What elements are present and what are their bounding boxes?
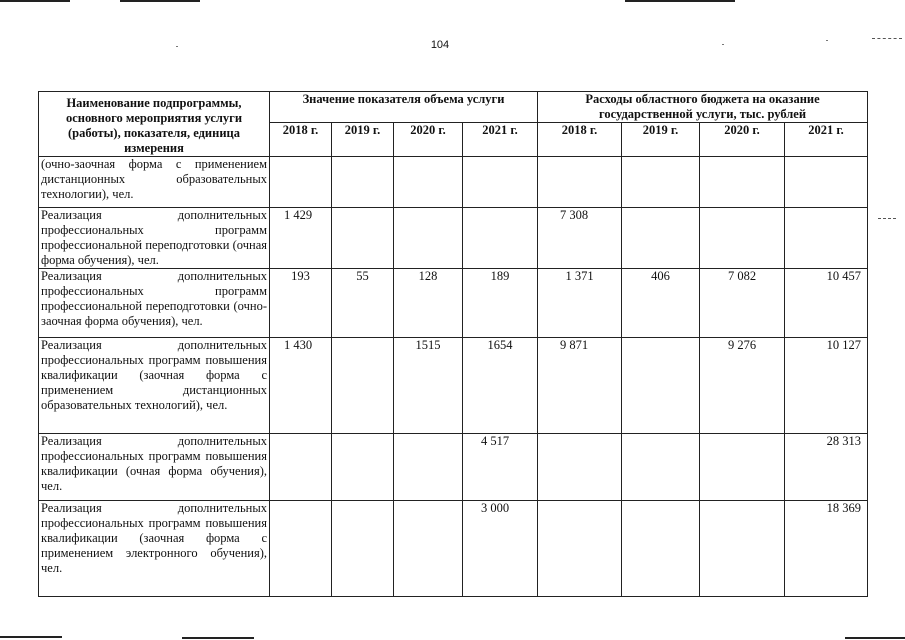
volume-2019-cell bbox=[332, 338, 394, 434]
volume-2020-cell: 1515 bbox=[394, 338, 463, 434]
volume-2020-cell bbox=[394, 501, 463, 597]
budget-2018-cell: 7 308 bbox=[538, 208, 622, 269]
scan-edge-bottom-left bbox=[0, 636, 62, 638]
volume-2021-cell: 189 bbox=[463, 269, 538, 338]
table-row bbox=[39, 338, 868, 434]
budget-2021-cell bbox=[785, 208, 868, 269]
budget-2018-cell: 1 371 bbox=[538, 269, 622, 338]
header-volume-group: Значение показателя объема услуги bbox=[270, 92, 538, 123]
scan-dash-margin bbox=[878, 218, 896, 220]
header-volume-year: 2018 г. bbox=[270, 123, 332, 157]
volume-2018-cell: 193 bbox=[270, 269, 332, 338]
budget-2019-cell bbox=[622, 501, 700, 597]
budget-2018-cell bbox=[538, 434, 622, 501]
budget-2020-cell bbox=[700, 157, 785, 208]
header-volume-year: 2021 г. bbox=[463, 123, 538, 157]
row-name-cell: Реализация дополнительных профессиональных программ повышения квалификации (очная форма обучения), чел. bbox=[39, 434, 270, 501]
volume-2021-cell: 1654 bbox=[463, 338, 538, 434]
budget-2019-cell bbox=[622, 434, 700, 501]
budget-2021-cell: 18 369 bbox=[785, 501, 868, 597]
row-name-cell: Реализация дополнительных профессиональных программ профессиональной переподготовки (очно-заочная форма обучения), чел. bbox=[39, 269, 270, 338]
budget-2019-cell bbox=[622, 338, 700, 434]
budget-2021-cell: 28 313 bbox=[785, 434, 868, 501]
row-name-cell: Реализация дополнительных профессиональных программ повышения квалификации (заочная форма с применением дистанционных образовательных технологий), чел. bbox=[39, 338, 270, 434]
volume-2021-cell: 4 517 bbox=[463, 434, 538, 501]
volume-2019-cell bbox=[332, 501, 394, 597]
budget-2020-cell bbox=[700, 501, 785, 597]
scan-dash-right bbox=[872, 38, 902, 40]
volume-2019-cell: 55 bbox=[332, 269, 394, 338]
scan-edge-top-right bbox=[625, 0, 735, 2]
volume-2019-cell bbox=[332, 157, 394, 208]
volume-2021-cell bbox=[463, 157, 538, 208]
header-name-column: Наименование подпрограммы, основного мероприятия услуги (работы), показателя, единица измерения bbox=[39, 92, 270, 157]
table-row bbox=[39, 157, 868, 208]
budget-2019-cell bbox=[622, 208, 700, 269]
budget-2020-cell: 7 082 bbox=[700, 269, 785, 338]
volume-2018-cell bbox=[270, 157, 332, 208]
volume-2019-cell bbox=[332, 434, 394, 501]
table-row bbox=[39, 269, 868, 338]
budget-2020-cell bbox=[700, 434, 785, 501]
table-row bbox=[39, 501, 868, 597]
volume-2020-cell bbox=[394, 208, 463, 269]
budget-2019-cell: 406 bbox=[622, 269, 700, 338]
volume-2018-cell: 1 429 bbox=[270, 208, 332, 269]
header-budget-year: 2018 г. bbox=[538, 123, 622, 157]
scan-edge-bottom-mid bbox=[182, 637, 254, 639]
volume-2020-cell: 128 bbox=[394, 269, 463, 338]
budget-2020-cell bbox=[700, 208, 785, 269]
scan-edge-top-left bbox=[0, 0, 70, 2]
scan-speck bbox=[722, 44, 724, 45]
header-row-groups bbox=[39, 92, 868, 123]
budget-table bbox=[38, 91, 868, 597]
volume-2018-cell bbox=[270, 501, 332, 597]
budget-2021-cell: 10 457 bbox=[785, 269, 868, 338]
scan-speck bbox=[176, 46, 178, 47]
row-name-cell: (очно-заочная форма с применением дистанционных образовательных технологии), чел. bbox=[39, 157, 270, 208]
scan-edge-top-mid bbox=[120, 0, 200, 2]
header-budget-year: 2019 г. bbox=[622, 123, 700, 157]
budget-2018-cell bbox=[538, 501, 622, 597]
volume-2020-cell bbox=[394, 157, 463, 208]
budget-2021-cell: 10 127 bbox=[785, 338, 868, 434]
budget-2020-cell: 9 276 bbox=[700, 338, 785, 434]
scan-speck bbox=[826, 40, 828, 41]
volume-2018-cell bbox=[270, 434, 332, 501]
scan-edge-bottom-right bbox=[845, 637, 905, 639]
volume-2019-cell bbox=[332, 208, 394, 269]
volume-2021-cell: 3 000 bbox=[463, 501, 538, 597]
budget-2019-cell bbox=[622, 157, 700, 208]
row-name-cell: Реализация дополнительных профессиональных программ повышения квалификации (заочная форма с применением электронного обучения), чел. bbox=[39, 501, 270, 597]
budget-2018-cell bbox=[538, 157, 622, 208]
header-budget-group: Расходы областного бюджета на оказание государственной услуги, тыс. рублей bbox=[538, 92, 868, 123]
volume-2021-cell bbox=[463, 208, 538, 269]
volume-2018-cell: 1 430 bbox=[270, 338, 332, 434]
budget-2021-cell bbox=[785, 157, 868, 208]
table-row bbox=[39, 434, 868, 501]
header-budget-year: 2021 г. bbox=[785, 123, 868, 157]
budget-2018-cell: 9 871 bbox=[538, 338, 622, 434]
header-volume-year: 2020 г. bbox=[394, 123, 463, 157]
header-budget-year: 2020 г. bbox=[700, 123, 785, 157]
page-number: 104 bbox=[430, 39, 450, 51]
header-volume-year: 2019 г. bbox=[332, 123, 394, 157]
row-name-cell: Реализация дополнительных профессиональных программ профессиональной переподготовки (очная форма обучения), чел. bbox=[39, 208, 270, 269]
volume-2020-cell bbox=[394, 434, 463, 501]
table-row bbox=[39, 208, 868, 269]
